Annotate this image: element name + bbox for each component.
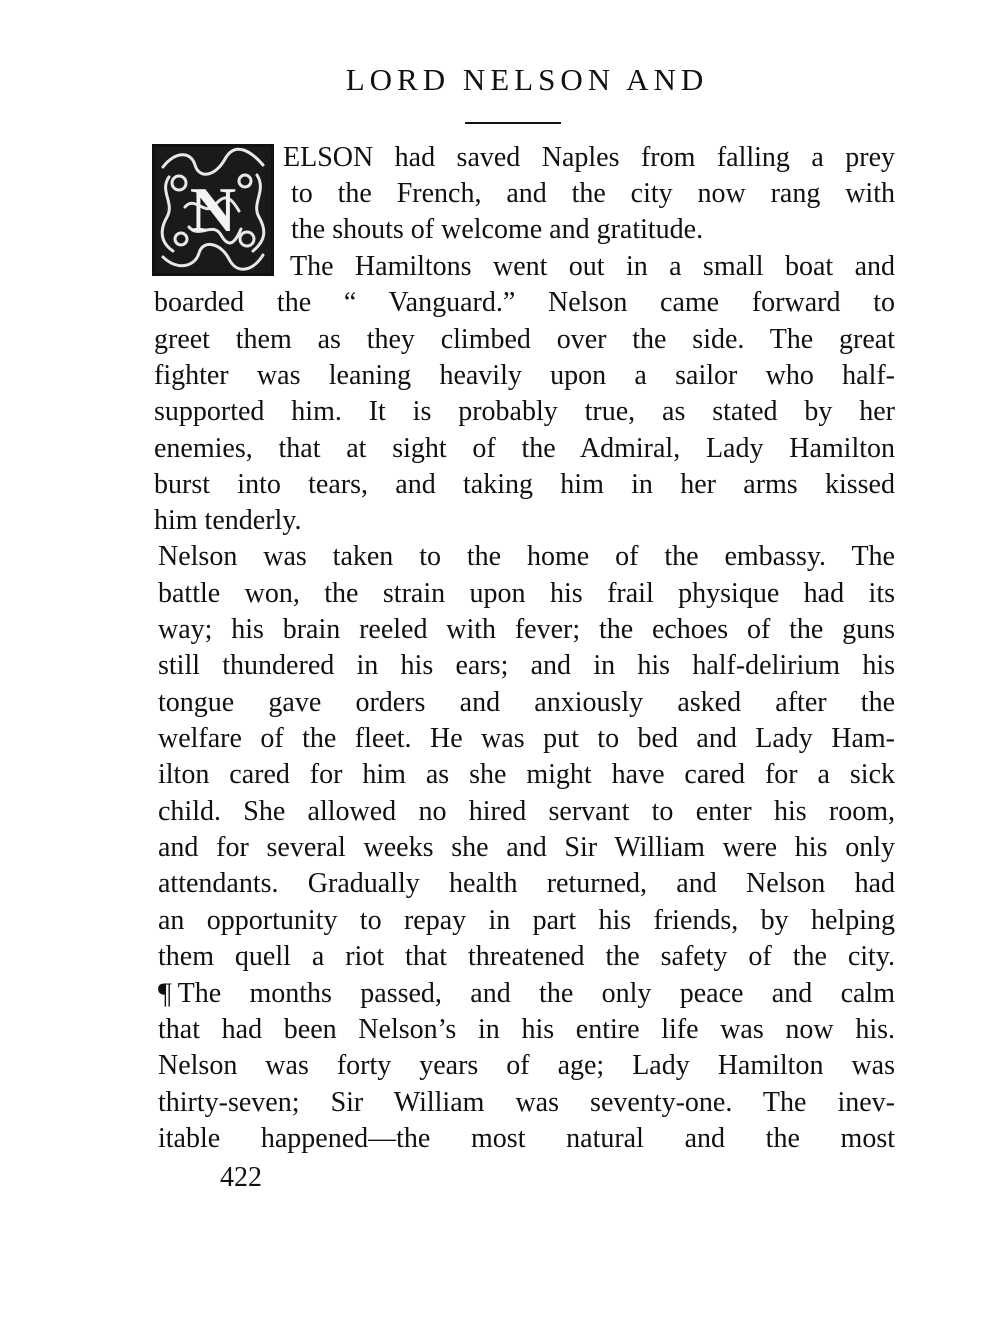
paragraph-line: [158, 976, 895, 1012]
text-line: itable happened—the most natural and the most: [158, 1123, 895, 1154]
text-line: ELSON had saved Naples from falling a prey: [283, 142, 895, 173]
text-line: them quell a riot that threatened the safety of the city.: [158, 941, 895, 972]
text-line: Nelson was forty years of age; Lady Hamilton was: [158, 1050, 895, 1081]
page-number: 422: [220, 1162, 262, 1193]
text-line: greet them as they climbed over the side. The great: [154, 324, 895, 355]
text-line: enemies, that at sight of the Admiral, Lady Hamilton: [154, 433, 895, 464]
text-line: attendants. Gradually health returned, and Nelson had: [158, 868, 895, 899]
text-line: thirty-seven; Sir William was seventy-one. The inev-: [158, 1087, 895, 1118]
text-line: child. She allowed no hired servant to enter his room,: [158, 796, 895, 827]
text-line: way; his brain reeled with fever; the echoes of the guns: [158, 614, 895, 645]
decorated-initial: [152, 144, 274, 276]
text-line: ilton cared for him as she might have cared for a sick: [158, 759, 895, 790]
text-line: that had been Nelson’s in his entire life was now his.: [158, 1014, 895, 1045]
text-line: The months passed, and the only peace and calm: [177, 978, 895, 1009]
text-line: Nelson was taken to the home of the embassy. The: [158, 541, 895, 572]
text-line: fighter was leaning heavily upon a sailor who half-: [154, 360, 895, 391]
head-rule: [465, 122, 561, 124]
running-head: LORD NELSON AND: [345, 62, 709, 97]
text-line: the shouts of welcome and gratitude.: [291, 214, 704, 245]
text-line: The Hamiltons went out in a small boat and: [290, 251, 895, 282]
pilcrow-icon: ¶: [158, 977, 172, 1010]
text-line: burst into tears, and taking him in her arms kissed: [154, 469, 895, 500]
ornament-initial-n-icon: [155, 147, 271, 273]
text-line: tongue gave orders and anxiously asked after the: [158, 687, 895, 718]
text-line: still thundered in his ears; and in his half-delirium his: [158, 650, 895, 681]
text-line: an opportunity to repay in part his friends, by helping: [158, 905, 895, 936]
text-line: boarded the “ Vanguard.” Nelson came forward to: [154, 287, 895, 318]
text-line: him tenderly.: [154, 505, 302, 536]
text-line: welfare of the fleet. He was put to bed and Lady Ham-: [158, 723, 895, 754]
text-line: to the French, and the city now rang with: [291, 178, 895, 209]
text-line: supported him. It is probably true, as stated by her: [154, 396, 895, 427]
text-line: battle won, the strain upon his frail physique had its: [158, 578, 895, 609]
svg-text:N: N: [189, 174, 237, 245]
text-line: and for several weeks she and Sir William were his only: [158, 832, 895, 863]
